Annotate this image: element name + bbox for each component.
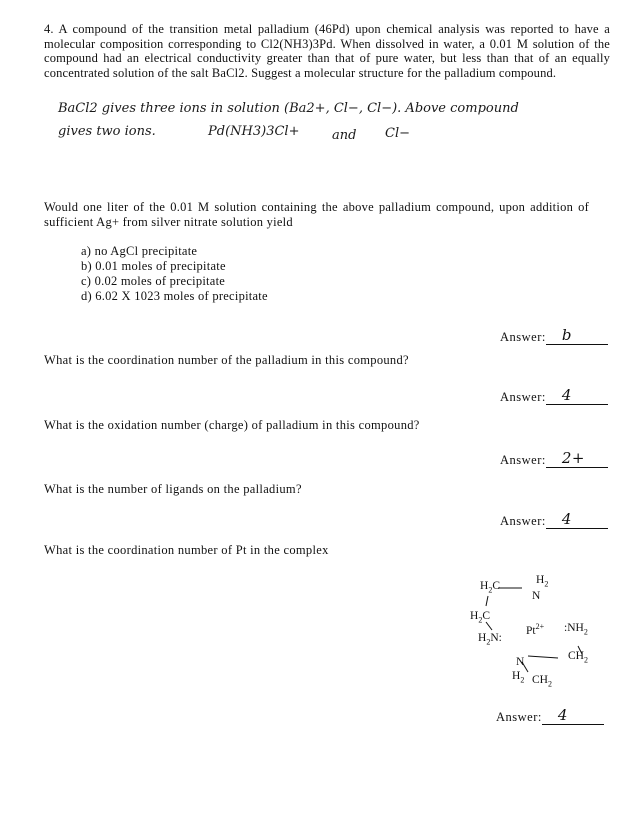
handwritten-formula: Pd(NH3)3Cl+: [208, 124, 300, 139]
handwritten-answer: 4: [561, 386, 572, 404]
answer-blank: [546, 386, 608, 405]
option-b: b) 0.01 moles of precipitate: [81, 259, 226, 273]
label-pt: $Pt^{2+}$: [526, 622, 545, 637]
pt-complex-structure: [460, 568, 610, 698]
answer-label: Answer:: [496, 710, 542, 724]
answer-blank: [542, 706, 604, 725]
label-nh2-right: $:NH_2$: [564, 622, 588, 637]
pt-question-text: What is the coordination number of Pt in the complex: [44, 543, 329, 557]
answer-row-ligands: [500, 510, 608, 529]
option-c: c) 0.02 moles of precipitate: [81, 274, 226, 288]
label-n-bottom: N: [516, 656, 525, 668]
option-d: d) 6.02 X 1023 moles of precipitate: [81, 289, 268, 303]
answer-row-oxidation: [500, 449, 608, 468]
answer-label: Answer:: [500, 514, 546, 528]
answer-label: Answer:: [500, 330, 546, 344]
coordination-question-text: What is the coordination number of the palladium in this compound?: [44, 353, 409, 367]
handwritten-answer: 2+: [561, 449, 585, 467]
option-a: a) no AgCl precipitate: [81, 244, 198, 258]
label-h2c-left: $H_2C$: [470, 610, 490, 625]
label-n-top: N: [532, 590, 541, 602]
answer-row-coordination: [500, 386, 608, 405]
handwritten-answer-line-1: BaCl2 gives three ions in solution (Ba2+, Cl−, Cl−). Above compound: [58, 101, 519, 116]
answer-label: Answer:: [500, 390, 546, 404]
answer-blank: [546, 510, 608, 529]
question-4-text: 4. A compound of the transition metal palladium (46Pd) upon chemical analysis was reported to have a molecular composition corresponding to Cl2(NH3)3Pd. When dissolved in water, a 0.01 M solution of the compound had an electrical conductivity greater than that of pure water, but less than that of an equally concentrated solution of the salt BaCl2. Suggest a molecular structure for the palladium compound.: [44, 22, 610, 80]
label-h2-bottom: $H_2$: [512, 670, 525, 685]
answer-label: Answer:: [500, 453, 546, 467]
precipitate-question-text: Would one liter of the 0.01 M solution containing the above palladium compound, upon addition of sufficient Ag+ from silver nitrate solution yield: [44, 200, 589, 229]
handwritten-chloride: Cl−: [385, 126, 410, 141]
label-h2n-left: $H_2N$:: [478, 632, 502, 647]
answer-row-pt: [496, 706, 604, 725]
handwritten-answer: 4: [561, 510, 572, 528]
oxidation-question-text: What is the oxidation number (charge) of palladium in this compound?: [44, 418, 420, 432]
ligands-question-text: What is the number of ligands on the palladium?: [44, 482, 302, 496]
handwritten-answer: b: [561, 326, 572, 344]
label-h2-top: $H_2$: [536, 574, 549, 589]
label-h2c-top: $H_2C$: [480, 580, 500, 595]
handwritten-answer: 4: [557, 706, 568, 724]
handwritten-and: and: [332, 128, 357, 143]
precipitate-options-list: [81, 244, 268, 304]
handwritten-answer-line-2: gives two ions.: [58, 124, 156, 139]
label-ch2-right: $CH_2$: [568, 650, 588, 665]
label-ch2-bottom: $CH_2$: [532, 674, 552, 689]
answer-blank: [546, 449, 608, 468]
answer-row-precipitate: [500, 326, 608, 345]
answer-blank: [546, 326, 608, 345]
